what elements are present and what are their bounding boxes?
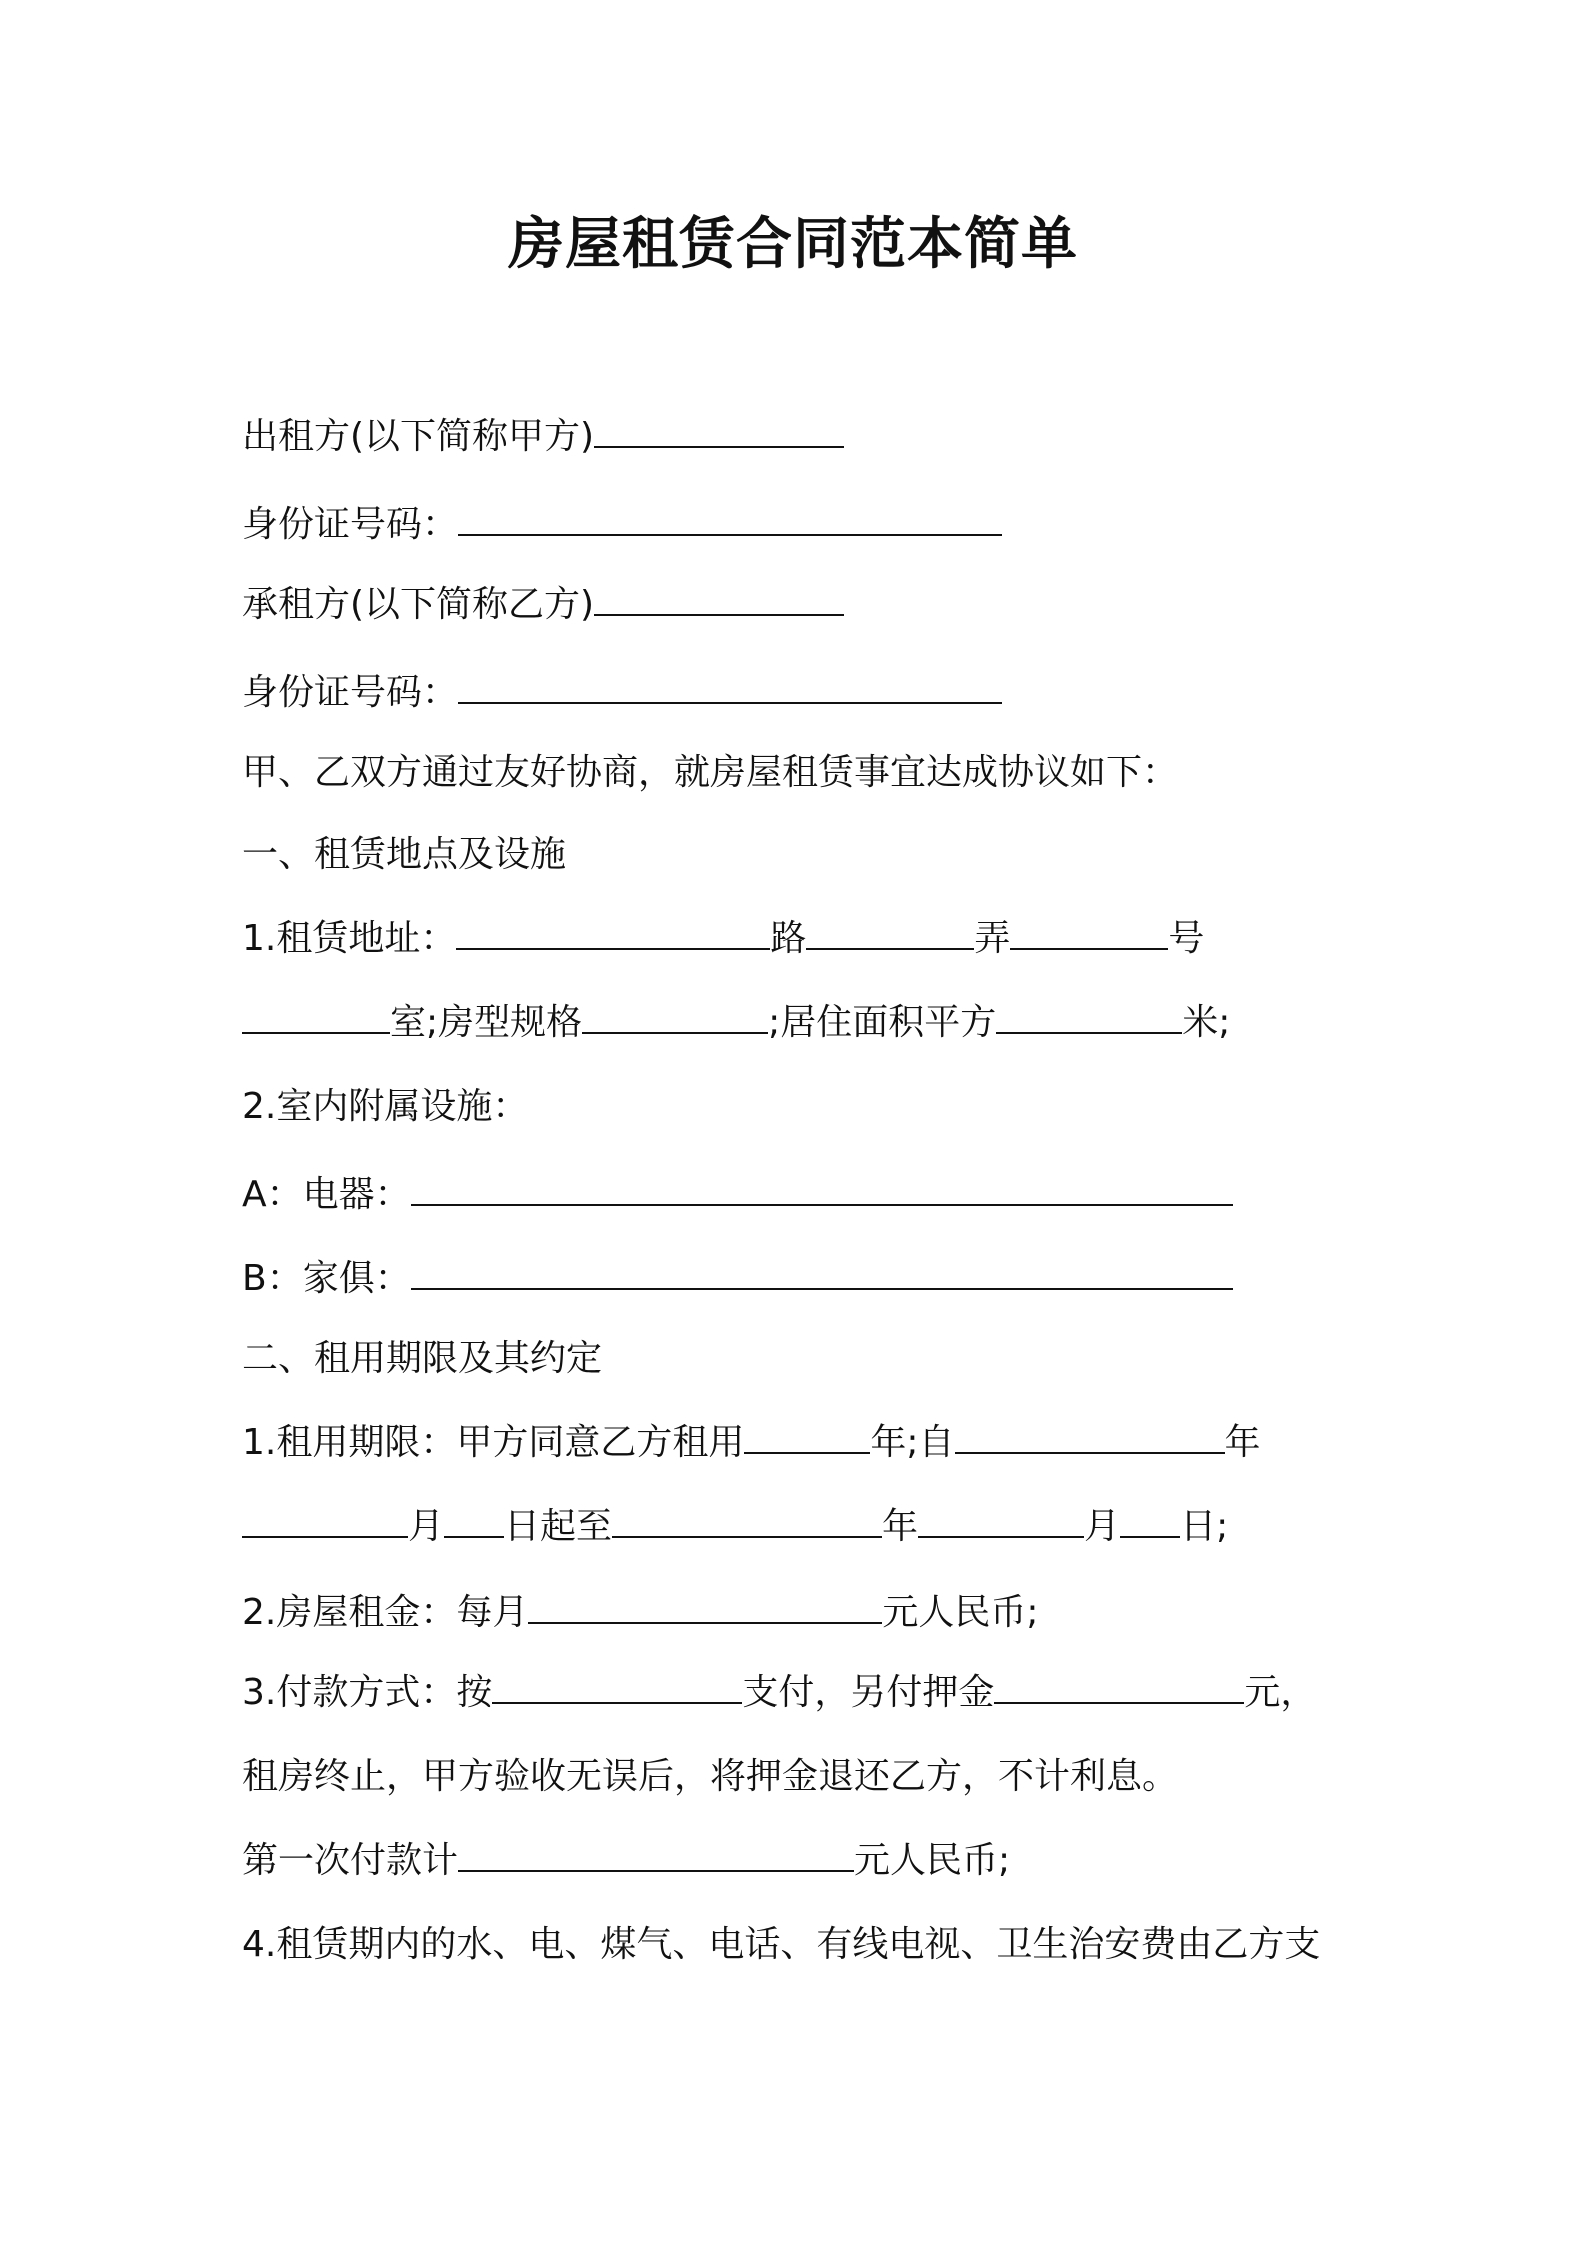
- lessee-line: [242, 580, 844, 630]
- intro-text: 甲、乙双方通过友好协商，就房屋租赁事宜达成协议如下：: [242, 752, 1179, 793]
- lessee-id-field[interactable]: [458, 668, 1002, 704]
- first-payment-line: [242, 1836, 1010, 1886]
- lessor-line: [242, 412, 844, 462]
- lessee-id-label: 身份证号码：: [242, 672, 459, 713]
- room-field[interactable]: [242, 998, 390, 1034]
- first-payment-currency: 元人民币;: [854, 1840, 1011, 1881]
- rent-label: 2.房屋租金：每月: [242, 1592, 529, 1633]
- deposit-label: 支付，另付押金: [742, 1672, 995, 1713]
- utilities-text: 4.租赁期内的水、电、煤气、电话、有线电视、卫生治安费由乙方支: [242, 1924, 1321, 1965]
- section1-heading: 一、租赁地点及设施: [242, 834, 567, 875]
- end-year-label: 年: [882, 1506, 919, 1547]
- appliances-field[interactable]: [411, 1170, 1233, 1206]
- appliances-label: A：电器：: [242, 1174, 411, 1215]
- number-label: 号: [1168, 918, 1205, 959]
- rent-amount-field[interactable]: [528, 1588, 882, 1624]
- area-label: ;居住面积平方: [768, 1002, 997, 1043]
- end-day-label: 日;: [1180, 1506, 1229, 1547]
- term-label: 1.租用期限：甲方同意乙方租用: [242, 1422, 745, 1463]
- address-number-field[interactable]: [1010, 914, 1168, 950]
- rent-line: [242, 1588, 1039, 1638]
- start-year-field[interactable]: [955, 1418, 1225, 1454]
- term-years-field[interactable]: [744, 1418, 870, 1454]
- lessee-name-field[interactable]: [594, 580, 844, 616]
- first-payment-field[interactable]: [458, 1836, 854, 1872]
- furniture-label: B：家俱：: [242, 1258, 411, 1299]
- address-label: 1.租赁地址：: [242, 918, 457, 959]
- address-line: [242, 914, 1204, 964]
- room-type-field[interactable]: [582, 998, 768, 1034]
- start-day-field[interactable]: [444, 1502, 504, 1538]
- furniture-field[interactable]: [411, 1254, 1233, 1290]
- payment-label: 3.付款方式：按: [242, 1672, 493, 1713]
- start-month-field[interactable]: [242, 1502, 408, 1538]
- payment-method-field[interactable]: [492, 1668, 742, 1704]
- deposit-field[interactable]: [994, 1668, 1244, 1704]
- document-title: 房屋租赁合同范本简单: [508, 212, 1078, 277]
- room-line: [242, 998, 1230, 1048]
- lessee-id-line: [242, 668, 1002, 718]
- yuan-label: 元，: [1244, 1672, 1317, 1713]
- payment-line: [242, 1668, 1316, 1718]
- year-label: 年: [1224, 1422, 1261, 1463]
- area-field[interactable]: [996, 998, 1182, 1034]
- lessor-label: 出租方(以下简称甲方): [242, 416, 595, 457]
- lessor-id-line: [242, 500, 1002, 550]
- end-year-field[interactable]: [612, 1502, 882, 1538]
- term-line: [242, 1418, 1261, 1468]
- meter-label: 米;: [1182, 1002, 1231, 1043]
- first-payment-label: 第一次付款计: [242, 1840, 459, 1881]
- day-from-label: 日起至: [504, 1506, 613, 1547]
- end-month-label: 月: [1084, 1506, 1121, 1547]
- month-label: 月: [408, 1506, 445, 1547]
- appliances-line: [242, 1170, 1233, 1220]
- dates-line: [242, 1502, 1228, 1552]
- furniture-line: [242, 1254, 1233, 1304]
- rent-currency-label: 元人民币;: [882, 1592, 1039, 1633]
- facilities-heading: 2.室内附属设施：: [242, 1086, 529, 1127]
- year-from-label: 年;自: [870, 1422, 955, 1463]
- lessor-name-field[interactable]: [594, 412, 844, 448]
- section2-heading: 二、租用期限及其约定: [242, 1338, 603, 1379]
- address-road-field[interactable]: [456, 914, 770, 950]
- end-month-field[interactable]: [918, 1502, 1084, 1538]
- address-lane-field[interactable]: [806, 914, 974, 950]
- road-label: 路: [770, 918, 807, 959]
- room-type-label: 室;房型规格: [390, 1002, 583, 1043]
- lane-label: 弄: [974, 918, 1011, 959]
- end-day-field[interactable]: [1120, 1502, 1180, 1538]
- lessee-label: 承租方(以下简称乙方): [242, 584, 595, 625]
- lessor-id-label: 身份证号码：: [242, 504, 459, 545]
- refund-text: 租房终止，甲方验收无误后，将押金退还乙方，不计利息。: [242, 1756, 1179, 1797]
- lessor-id-field[interactable]: [458, 500, 1002, 536]
